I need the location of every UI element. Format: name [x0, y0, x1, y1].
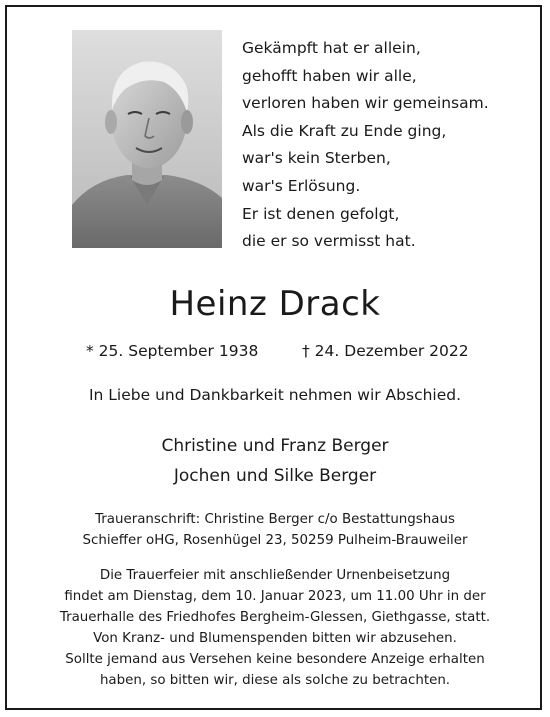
death-date: † 24. Dezember 2022 — [302, 342, 469, 360]
family-line: Jochen und Silke Berger — [173, 466, 377, 486]
birth-date: * 25. September 1938 — [86, 342, 259, 360]
notice-line: Sollte jemand aus Versehen keine besondere Anzeige erhalten — [65, 652, 485, 667]
notice-line: findet am Dienstag, dem 10. Januar 2023, um 11.00 Uhr in der — [64, 589, 486, 604]
poem-line: Als die Kraft zu Ende ging, — [242, 121, 447, 140]
farewell-text: In Liebe und Dankbarkeit nehmen wir Abschied. — [88, 386, 462, 404]
poem-line: war's kein Sterben, — [242, 149, 391, 168]
funeral-notice — [0, 565, 550, 691]
notice-line: Trauerhalle des Friedhofes Bergheim-Glessen, Giethgasse, statt. — [59, 610, 491, 625]
poem-line: gehofft haben wir alle, — [242, 66, 417, 85]
notice-line: Die Trauerfeier mit anschließender Urnenbeisetzung — [99, 568, 451, 583]
portrait-photo — [72, 30, 222, 248]
deceased-name: Heinz Drack — [169, 284, 381, 324]
address-line: Traueranschrift: Christine Berger c/o Bestattungshaus — [95, 512, 455, 527]
family-names — [0, 431, 550, 491]
notice-line: Von Kranz- und Blumenspenden bitten wir abzusehen. — [93, 631, 457, 646]
poem-line: die er so vermisst hat. — [242, 232, 416, 251]
family-line: Christine und Franz Berger — [161, 436, 389, 456]
poem-line: Er ist denen gefolgt, — [242, 204, 400, 223]
poem-line: war's Erlösung. — [242, 176, 361, 195]
address-line: Schieffer oHG, Rosenhügel 23, 50259 Pulheim-Brauweiler — [82, 533, 468, 548]
notice-line: haben, so bitten wir, diese als solche zu betrachten. — [99, 673, 451, 688]
poem — [242, 35, 522, 256]
poem-line: Gekämpft hat er allein, — [242, 39, 421, 57]
poem-line: verloren haben wir gemeinsam. — [242, 94, 489, 113]
mourning-address — [0, 509, 550, 551]
